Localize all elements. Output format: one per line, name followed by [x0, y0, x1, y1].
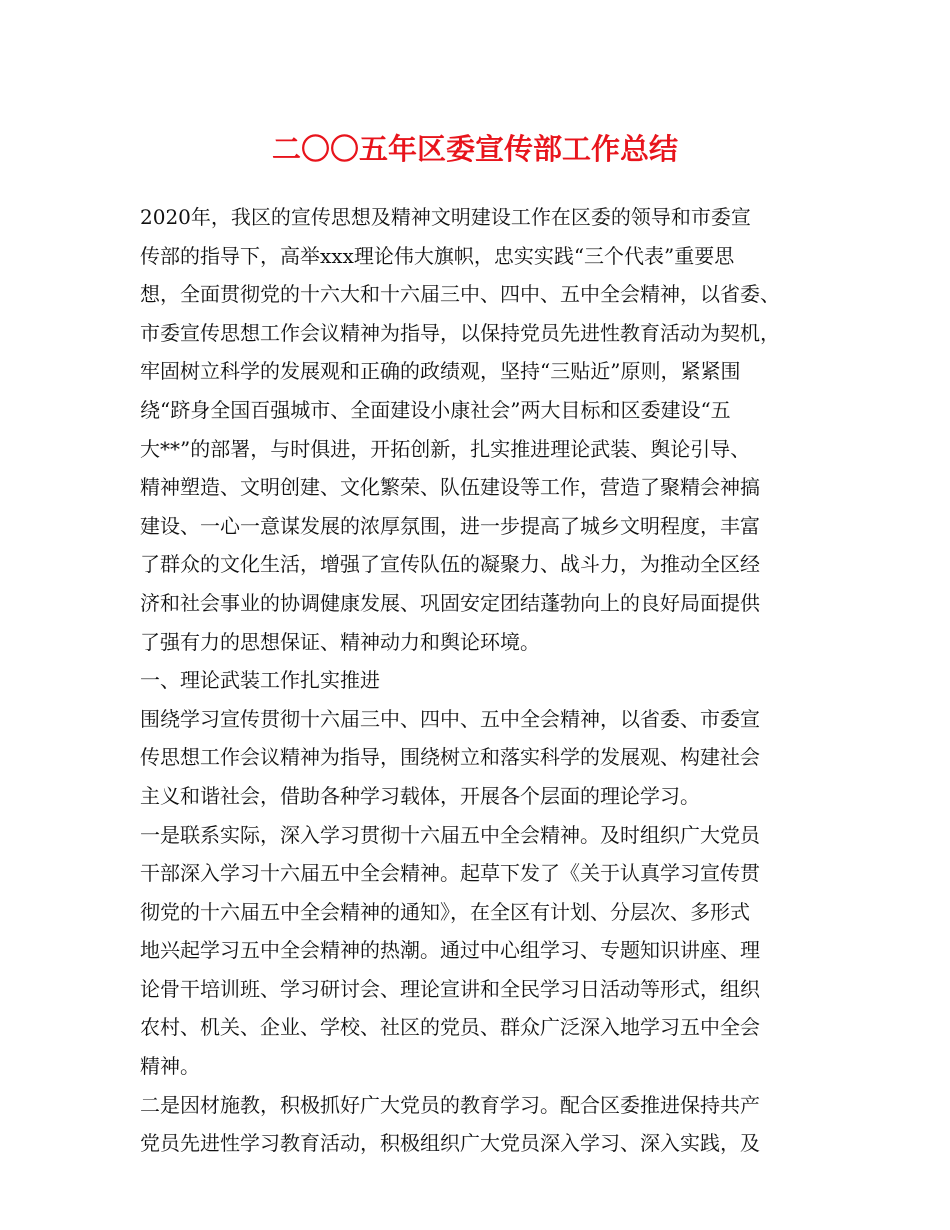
body-line: 论骨干培训班、学习研讨会、理论宣讲和全民学习日活动等形式，组织: [140, 976, 760, 1001]
document-body: [140, 198, 818, 1163]
body-line: 传思想工作会议精神为指导，围绕树立和落实科学的发展观、构建社会: [140, 745, 760, 770]
body-line: 地兴起学习五中全会精神的热潮。通过中心组学习、专题知识讲座、理: [140, 938, 760, 963]
body-line: 二是因材施教，积极抓好广大党员的教育学习。配合区委推进保持共产: [140, 1092, 760, 1117]
body-line: 2020年，我区的宣传思想及精神文明建设工作在区委的领导和市委宣: [140, 205, 751, 229]
body-line: 精神。: [140, 1054, 200, 1079]
body-line: 围绕学习宣传贯彻十六届三中、四中、五中全会精神，以省委、市委宣: [140, 706, 760, 731]
body-line: 传部的指导下，高举xxx理论伟大旗帜，忠实实践“三个代表”重要思: [140, 243, 735, 268]
body-line: 主义和谐社会，借助各种学习载体，开展各个层面的理论学习。: [140, 783, 700, 808]
section-heading: 一、理论武装工作扎实推进: [140, 668, 380, 693]
document-title: 二〇〇五年区委宣传部工作总结: [271, 132, 678, 166]
body-line: 想，全面贯彻党的十六大和十六届三中、四中、五中全会精神，以省委、: [140, 282, 780, 307]
body-line: 市委宣传思想工作会议精神为指导，以保持党员先进性教育活动为契机，: [140, 320, 780, 345]
body-line: 干部深入学习十六届五中全会精神。起草下发了《关于认真学习宣传贯: [140, 861, 760, 886]
body-line: 建设、一心一意谋发展的浓厚氛围，进一步提高了城乡文明程度，丰富: [140, 513, 760, 538]
body-line: 大**”的部署，与时俱进，开拓创新，扎实推进理论武装、舆论引导、: [140, 436, 751, 461]
body-line: 党员先进性学习教育活动，积极组织广大党员深入学习、深入实践，及: [140, 1131, 760, 1156]
body-line: 了强有力的思想保证、精神动力和舆论环境。: [140, 629, 540, 654]
body-line: 济和社会事业的协调健康发展、巩固安定团结蓬勃向上的良好局面提供: [140, 590, 760, 615]
body-line: 农村、机关、企业、学校、社区的党员、群众广泛深入地学习五中全会: [140, 1015, 760, 1040]
body-line: 了群众的文化生活，增强了宣传队伍的凝聚力、战斗力，为推动全区经: [140, 552, 760, 577]
body-line: 一是联系实际，深入学习贯彻十六届五中全会精神。及时组织广大党员: [140, 822, 760, 847]
body-line: 牢固树立科学的发展观和正确的政绩观，坚持“三贴近”原则，紧紧围: [140, 359, 741, 384]
body-line: 绕“跻身全国百强城市、全面建设小康社会”两大目标和区委建设“五: [140, 397, 731, 422]
body-line: 精神塑造、文明创建、文化繁荣、队伍建设等工作，营造了聚精会神搞: [140, 475, 760, 500]
body-line: 彻党的十六届五中全会精神的通知》，在全区有计划、分层次、多形式: [140, 899, 750, 924]
